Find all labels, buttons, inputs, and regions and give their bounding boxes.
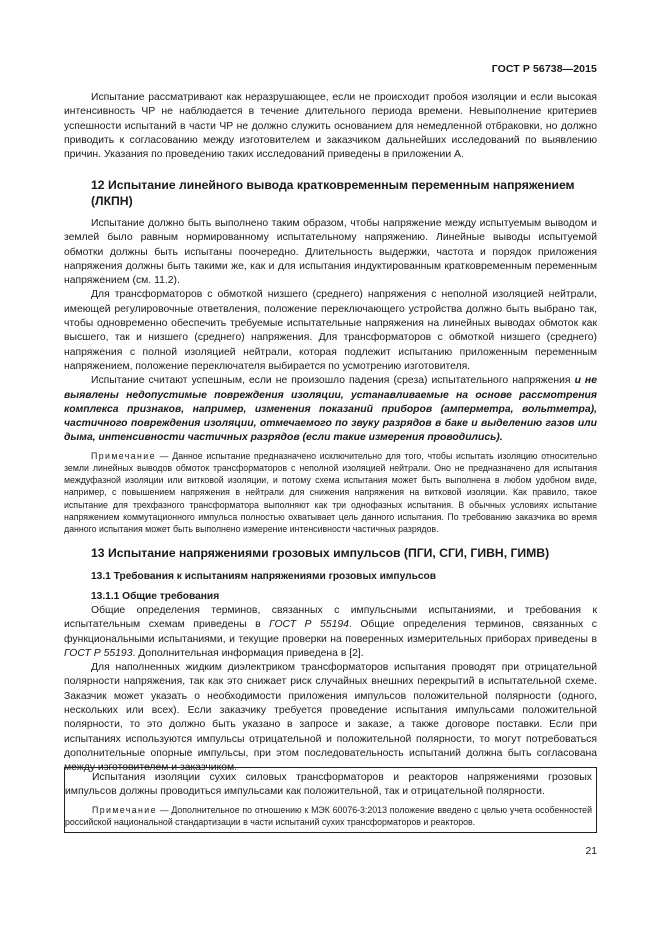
paragraph: Для наполненных жидким диэлектриком трансформаторов испытания проводят при отрицательной полярности напряжения, так как это снижает риск случайных внешних перекрытий в испытательной схеме. Заказчик может указать о необходимости приложения импульсов положительной полярности (одного, нескольких или всех). Если заказчику требуется проведение испытания импульсами положительной полярности, то это должно быть указано в запросе и заказе, а также договоре поставки. Если при испытаниях используются импульсы отрицательной и положительной полярности, то могут потребоваться дополнительные опорные импульсы, при этом последовательность испытаний должна быть согласована между изготовителем и заказчиком. xyxy=(64,662,597,774)
note xyxy=(65,804,596,828)
subsection-heading: 13.1.1 Общие требования xyxy=(91,591,220,602)
note-label: Примечание xyxy=(92,804,157,815)
boxed-paragraph: Испытания изоляции сухих силовых трансформаторов и реакторов напряжениями грозовых импульсов должны проводиться импульсами как положительной, так и отрицательной полярности. xyxy=(65,772,592,798)
text-run: Испытание считают успешным, если не произошло падения (среза) испытательного напряжения xyxy=(91,375,575,387)
paragraph: Испытание должно быть выполнено таким образом, чтобы напряжение между испытуемым выводом и землей было равным нормированному испытательному напряжению. Линейные выводы испытуемой обмотки должны быть испытаны поочередно. Длительность выдержки, частота и порядок приложения напряжения должны быть такими же, как и для испытания индуктированным кратковременным переменным напряжением (см. 11.2). xyxy=(64,218,597,287)
note-text: — Данное испытание предназначено исключительно для того, чтобы испытать изоляцию относительно земли линейных выводов обмоток трансформаторов с неполной изоляцией нейтрали. Оно не предназначено для испытания междуфазной изоляции или витковой изоляции, и потому схема испытания может быть выполнена в любом удобном виде, например, с повышением напряжения в нейтрали для снижения напряжения на витковой изоляции. Как правило, такое испытание для трехфазного трансформатора выполняют как три однофазных испытания. В обычных условиях испытание напряжением коммутационного импульса полностью охватывает цель данного испытания. По требованию заказчика во время данного испытания может быть выполнено измерение интенсивности частичных разрядов. xyxy=(64,450,597,534)
subsection-heading: 13.1 Требования к испытаниям напряжениями грозовых импульсов xyxy=(91,571,437,582)
section-heading: 13 Испытание напряжениями грозовых импульсов (ПГИ, СГИ, ГИВН, ГИМВ) xyxy=(91,546,550,560)
paragraph xyxy=(64,374,597,445)
intro-paragraph-block xyxy=(64,91,597,162)
national-addition-box xyxy=(64,767,597,833)
section-heading: 12 Испытание линейного вывода кратковременным переменным напряжением (ЛКПН) xyxy=(91,178,575,208)
section-13 xyxy=(64,545,597,776)
emphasized-text: и не выявлены недопустимые повреждения изоляции, устанавливаемые на основе рассмотрения комплекса признаков, например, изменения показаний приборов (амперметра, вольтметра), частичного повреждения изоляции, отмечаемого по звуку разрядов в баке и выделению газов или дыма, интенсивности частичных разрядов (если такие измерения проводились). xyxy=(64,375,597,444)
text-run: Общие определения терминов, связанных с импульсными испытаниями, и требования к испытательным схемам приведены в xyxy=(64,605,597,631)
paragraph: Для трансформаторов с обмоткой низшего (среднего) напряжения с неполной изоляцией нейтрали, имеющей регулировочные ответвления, положение переключающего устройства должно быть выбрано так, чтобы одновременно обеспечить требуемые испытательные напряжения на линейных выводах обмоток как высшего, так и низшего (среднего) напряжения. Для трансформаторов с обмоткой низшего (среднего) напряжения с полной изоляцией нейтрали, которая подлежит испытанию приложенным переменным напряжением, положение переключателя выбирается по усмотрению изготовителя. xyxy=(64,289,597,372)
paragraph xyxy=(64,604,597,661)
page-number: 21 xyxy=(585,846,597,857)
note-text: — Дополнительное по отношению к МЭК 60076-3:2013 положение введено с целью учета особенностей российской национальной стандартизации в части испытаний сухих трансформаторов и реакторов. xyxy=(65,804,592,827)
standard-reference: ГОСТ Р 55193 xyxy=(64,647,133,659)
section-12 xyxy=(64,177,597,535)
note-label: Примечание xyxy=(91,450,156,461)
text-run: . Общие определения терминов, связанных с функциональными испытаниями, и текущие проверки на поверенных измерительных приборах приведены в xyxy=(64,619,597,645)
note xyxy=(64,450,597,535)
text-run: . Дополнительная информация приведена в [2]. xyxy=(132,647,364,659)
document-id: ГОСТ Р 56738—2015 xyxy=(491,63,597,75)
paragraph: Испытание рассматривают как неразрушающее, если не происходит пробоя изоляции и если высокая интенсивность ЧР не наблюдается в течение длительного периода времени. Невыполнение критериев успешности испытаний в части ЧР не должно служить основанием для немедленной отбраковки, но должно приводить к согласованию между изготовителем и заказчиком дальнейших исследований по выявлению причин. Указания по проведению таких исследований приведены в приложении А. xyxy=(64,92,597,161)
standard-reference: ГОСТ Р 55194 xyxy=(269,619,349,631)
